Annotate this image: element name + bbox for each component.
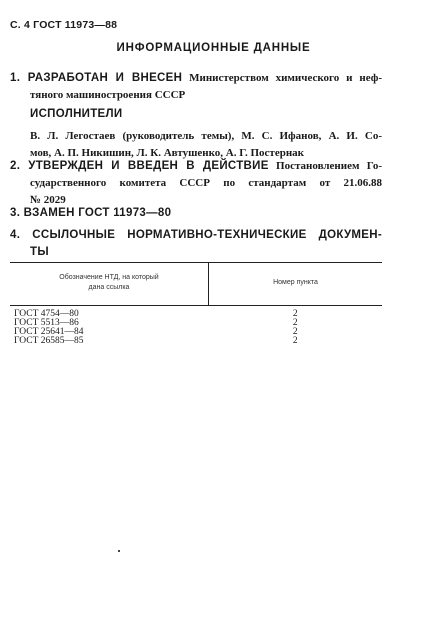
table-header-row xyxy=(10,263,382,306)
performers-heading xyxy=(30,106,382,123)
performers-line1: В. Л. Легостаев (руководитель темы), М. С. Ифанов, А. И. Со- xyxy=(30,130,382,142)
section-approved-lead: 2. УТВЕРЖДЕН И ВВЕДЕН В ДЕЙСТВИЕ xyxy=(10,160,269,172)
section-developed xyxy=(10,70,382,104)
table-header-doc-line2: дана ссылка xyxy=(88,284,130,291)
scan-speck xyxy=(118,550,120,552)
section-approved-line1: Постановлением Го- xyxy=(276,160,382,172)
section-approved-line2: сударственного комитета СССР по стандартам от 21.06.88 xyxy=(30,177,382,189)
table-cell-doc: ГОСТ 4754—80 xyxy=(14,309,79,319)
table-cell-item: 2 xyxy=(292,336,298,346)
table-cell-doc: ГОСТ 5513—86 xyxy=(14,318,79,328)
section-approved xyxy=(10,158,382,209)
page-title: ИНФОРМАЦИОННЫЕ ДАННЫЕ xyxy=(116,42,311,54)
section-developed-lead: 1. РАЗРАБОТАН И ВНЕСЕН xyxy=(10,72,183,84)
section-developed-line2: тяного машиностроения СССР xyxy=(30,89,186,101)
table-header-item: Номер пункта xyxy=(209,263,383,306)
section-references-line2: ТЫ xyxy=(30,246,49,258)
table-cell-doc: ГОСТ 25641—84 xyxy=(14,327,84,337)
table-row xyxy=(10,337,382,346)
section-references xyxy=(10,227,382,261)
performers-line2: мов, А. П. Никишин, Л. К. Автушенко, А. Г. Постернак xyxy=(30,147,305,159)
performers-heading-text: ИСПОЛНИТЕЛИ xyxy=(30,108,123,120)
table-cell-item: 2 xyxy=(292,327,298,337)
table-row xyxy=(10,306,382,320)
table-header-doc xyxy=(10,263,209,306)
section-developed-line1: Министерством химического и неф- xyxy=(189,72,382,84)
table-cell-doc: ГОСТ 26585—85 xyxy=(14,336,84,346)
section-approved-line3: № 2029 xyxy=(30,194,66,206)
table-cell-item: 2 xyxy=(292,318,298,328)
performers-list xyxy=(30,128,382,162)
page-header: С. 4 ГОСТ 11973—88 xyxy=(10,19,118,31)
table-cell-item: 2 xyxy=(292,309,298,319)
section-references-line1: 4. ССЫЛОЧНЫЕ НОРМАТИВНО-ТЕХНИЧЕСКИЕ ДОКУМЕН- xyxy=(10,229,382,241)
section-replaces xyxy=(10,205,382,222)
table-header-doc-line1: Обозначение НТД, на который xyxy=(59,274,159,281)
section-replaces-text: 3. ВЗАМЕН ГОСТ 11973—80 xyxy=(10,207,172,219)
references-table xyxy=(10,262,382,346)
